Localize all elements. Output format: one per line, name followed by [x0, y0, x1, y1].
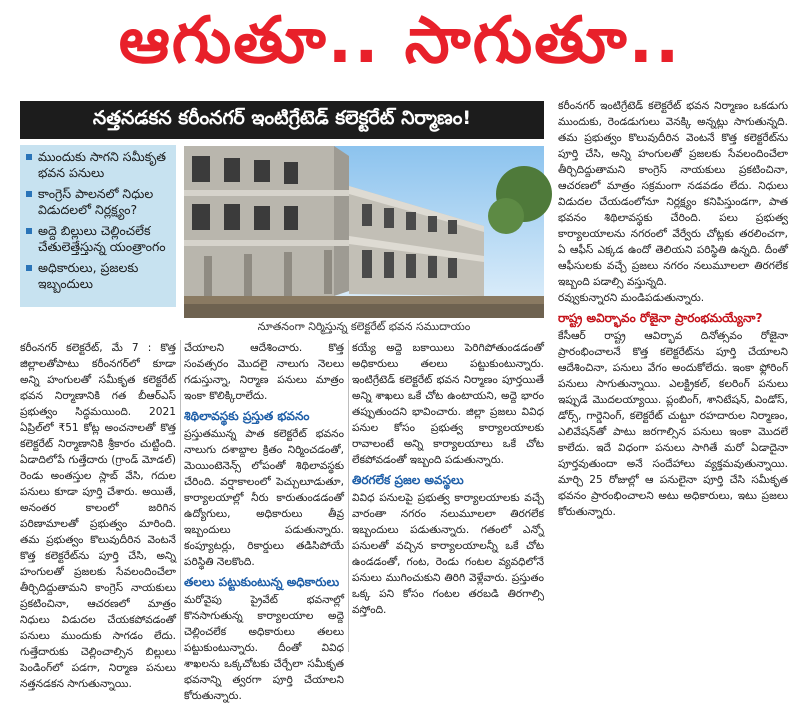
column-1-text: కరీంనగర్ కలెక్టరేట్, మే 7 : కొత్త జిల్లాలతోపాటు కరీంనగర్‌లో కూడా అన్ని హంగులతో సమీకృత కలెక్టరేట్ భవన నిర్మాణానికి గత బీఆర్ఎస్ ప్రభుత్వం సిద్ధమయింది. 2021 ఏప్రిల్‌లో ₹51 కోట్ల అంచనాలతో కొత్త కలెక్టరేట్ నిర్మాణానికి శ్రీకారం చుట్టింది. ఏడాదిలోపే గుత్తేదారు (గ్రాండ్ మోడల్) రెండు అంతస్తుల స్లాబ్ వేసి, గదుల పనులు కూడా పూర్తి చేశారు. అయితే, అనంతర కాలంలో జరిగిన పరిణామాలతో ప్రభుత్వం మారింది. తమ ప్రభుత్వం కొలువుదీరిన వెంటనే కొత్త కలెక్టరేట్‌ను పూర్తి చేసి, అన్ని హంగులతో ప్రజలకు సేవలందించేలా తీర్చిదిద్దుతామని కాంగ్రెస్ నాయకులు ప్రకటించినా, ఆచరణలో మాత్రం నిధులు విడుదల చేయకపోవడంతో పనులు ముందుకు సాగడం లేదు. గుత్తేదారుకు చెల్లించాల్సిన బిల్లులు పెండింగ్‌లో పడగా, నిర్మాణ పనులు నత్తనడకన సాగుతున్నాయి. — [20, 342, 176, 690]
column-3-heading: తిరగలేక ప్రజల అవస్థలు — [352, 473, 464, 487]
column-2-heading: శిథిలావస్థకు ప్రస్తుత భవనం — [184, 409, 310, 423]
column-2-body: ప్రస్తుతమున్న పాత కలెక్టరేట్ భవనం నాలుగు దశాబ్దాల క్రితం నిర్మించడంతో, మెయింటెనెన్స్ లోపంతో శిథిలావస్థకు చేరింది. వర్షాకాలంలో పెచ్చులూడుతూ, కార్యాలయాల్లో నీరు కారుతుండడంతో ఉద్యోగులు, అధికారులు తీవ్ర ఇబ్బందులు పడుతున్నారు. కంప్యూటర్లు, రికార్డులు తడిసిపోయే పరిస్థితి నెలకొంది. — [184, 428, 344, 568]
subheadline-text: నత్తనడకన కరీంనగర్ ఇంటిగ్రేటెడ్ కలెక్టరేట్ నిర్మాణం! — [92, 106, 472, 129]
column-2-heading-2: తలలు పట్టుకుంటున్న అధికారులు — [184, 575, 340, 589]
photo-caption: నూతనంగా నిర్మిస్తున్న కలెక్టరేట్ భవన సముదాయం — [257, 320, 471, 333]
highlight-item: కాంగ్రెస్ పాలనలో నిధుల విడుదలలో నిర్లక్ష్యం? — [26, 186, 172, 217]
column-4-mid: రవ్వుకున్నారని మండిపడుతున్నారు. — [558, 292, 705, 304]
highlight-item: అధికారులు, ప్రజలకు ఇబ్బందులు — [26, 260, 172, 291]
column-2-intro: చేయాలని ఆదేశించారు. కొత్త సంవత్సరం మొదలై నాలుగు నెలలు గడుస్తున్నా, నిర్మాణ పనులు మాత్రం ఇంకా కొలిక్కిరాలేదు. — [184, 342, 344, 402]
column-3-body: వివిధ పనులపై ప్రభుత్వ కార్యాలయాలకు వచ్చే వారంతా నగరం నలుమూలలా తిరగలేక ఇబ్బందులు పడుతున్నారు. గతంలో ఎన్నో పనులతో వచ్చిన కార్యాలయాలన్నీ ఒకే చోట ఉండడంతో, గంట, రెండు గంటల వ్యవధిలోనే పనులు ముగించుకుని తిరిగి వెళ్లేవారు. ప్రస్తుతం ఒక్క పని కోసం గంటల తరబడి తిరగాల్సి వస్తోంది. — [352, 492, 544, 616]
column-4-intro: కరీంనగర్ ఇంటిగ్రేటెడ్ కలెక్టరేట్ భవన నిర్మాణం ఒకడుగు ముందుకు, రెండడుగులు వెనక్కి అన్నట్లు సాగుతున్నది. తమ ప్రభుత్వం కొలువుదీరిన వెంటనే కొత్త కలెక్టరేట్‌ను పూర్తి చేసి, అన్ని హంగులతో ప్రజలకు సేవలందించేలా తీర్చిదిద్దుతామని కాంగ్రెస్ నాయకులు ప్రకటించినా, ఆచరణలో మాత్రం సక్రమంగా నడవడం లేదు. నిధులు విడుదల చేయడంలోనూ నిర్లక్ష్యం కనిపిస్తుండగా, పాత భవనం శిథిలావస్థకు చేరింది. పలు ప్రభుత్వ కార్యాలయాలను నగరంలో వేర్వేరు చోట్లకు తరలించగా, ఏ ఆఫీస్ ఎక్కడ ఉందో తెలియని పరిస్థితి ఉన్నది. దీంతో ఆఫీసులకు వచ్చే ప్రజలు నగరం నలుమూలలా తిరగలేక ఇబ్బంది పడాల్సి వస్తున్నది. — [558, 100, 788, 288]
article-column-1 — [20, 340, 176, 690]
article-column-4 — [558, 98, 788, 652]
column-divider — [348, 340, 349, 652]
highlight-item: అద్దె బిల్లులు చెల్లించలేక చేతులెత్తేస్తున్న యంత్రాంగం — [26, 223, 172, 254]
article-column-2 — [184, 340, 344, 702]
column-4-heading: రాష్ట్ర అవిర్భావం రోజైనా ప్రారంభమయ్యేనా? — [558, 311, 763, 325]
building-photo — [184, 146, 544, 318]
headline-banner — [0, 0, 800, 96]
subheadline-bar — [20, 101, 544, 139]
article-column-3 — [352, 340, 544, 652]
column-4-body: కేసీఆర్ రాష్ట్ర ఆవిర్భావ దినోత్సవం రోజైనా ప్రారంభించాలనే కొత్త కలెక్టరేట్‌ను పూర్తి చేయాలని ఆదేశించినా, పనులు వేగం అందుకోలేదు. ఇంకా ఫ్లోరింగ్ పనులు సాగుతున్నాయి. ఎలక్ట్రికల్, కలరింగ్ పనులు ఇప్పుడే మొదలయ్యాయి. ప్లంబింగ్, శానిటేషన్, విండోస్, డోర్స్, గార్డెనింగ్, కలెక్టరేట్ చుట్టూ రహదారుల నిర్మాణం, ఎలివేషన్‌తో పాటు జరగాల్సిన పనులు ఇంకా మొదలే కాలేదు. ఇదే విధంగా పనులు సాగితే మరో ఏడాదైనా పూర్తవుతుందా అనే సందేహాలు వ్యక్తమవుతున్నాయి. మార్చి 25 రోజుల్లో ఆ పనులైనా పూర్తి చేసి సమీకృత భవనం ప్రారంభించాలని అటు అధికారులు, ఇటు ప్రజలు కోరుతున్నారు. — [558, 330, 788, 518]
column-2-body-2: మరోవైపు ప్రైవేట్ భవనాల్లో కొనసాగుతున్న కార్యాలయాల అద్దె చెల్లించలేక అధికారులు తలలు పట్టుకుంటున్నారు. దీంతో వివిధ శాఖలను ఒక్కచోటకు చేర్చేలా సమీకృత భవనాన్ని త్వరగా పూర్తి చేయాలని కోరుతున్నారు. — [184, 594, 344, 702]
highlight-item: ముందుకు సాగని సమీకృత భవన పనులు — [26, 149, 172, 180]
column-divider — [180, 340, 181, 652]
highlights-box — [20, 145, 176, 307]
headline-text: ఆగుతూ.. సాగుతూ.. — [118, 3, 682, 78]
column-3-intro: కయ్యే అద్దె బకాయిలు పెరిగిపోతుండడంతో అధికారులు తలలు పట్టుకుంటున్నారు. ఇంటిగ్రేటెడ్ కలెక్టరేట్ భవన నిర్మాణం పూర్తయితే అన్ని శాఖలు ఒకే చోట ఉంటాయని, అద్దె భారం తప్పుతుందని భావించారు. జిల్లా ప్రజలు వివిధ పనుల కోసం ప్రభుత్వ కార్యాలయాలకు రావాలంటే అన్ని కార్యాలయాలు ఒకే చోట లేకపోవడంతో ఇబ్బంది పడుతున్నారు. — [352, 342, 544, 466]
